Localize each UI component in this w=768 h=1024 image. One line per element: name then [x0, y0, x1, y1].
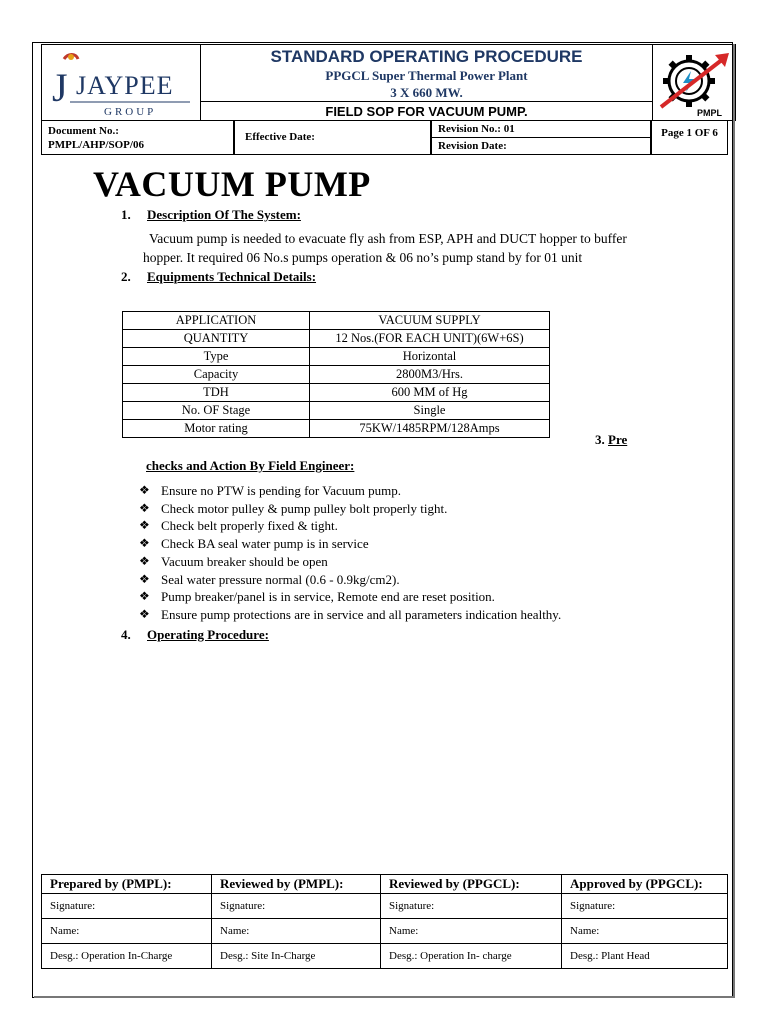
list-item — [139, 606, 561, 624]
spec-key: APPLICATION — [123, 312, 310, 330]
reviewed-by-pmpl-header: Reviewed by (PMPL): — [212, 875, 381, 894]
list-item — [139, 588, 561, 606]
list-item-text: Ensure no PTW is pending for Vacuum pump. — [161, 483, 401, 498]
logo-sub-text: GROUP — [104, 106, 157, 118]
description-line-2: hopper. It required 06 No.s pumps operation & 06 no’s pump stand by for 01 unit — [143, 250, 583, 265]
name-cell: Name: — [212, 919, 381, 944]
section-4-number: 4. — [121, 627, 131, 642]
spec-row — [123, 420, 550, 438]
diamond-bullet-icon: ❖ — [139, 606, 150, 621]
diamond-bullet-icon: ❖ — [139, 553, 150, 568]
spec-value: Single — [310, 402, 550, 420]
page-shadow-right — [733, 44, 735, 998]
document-page — [32, 42, 733, 998]
signature-cell: Signature: — [381, 894, 562, 919]
section-1-title: Description Of The System: — [147, 207, 301, 222]
document-number-value: PMPL/AHP/SOP/06 — [48, 139, 144, 151]
logo-j-letter: J — [52, 65, 68, 110]
revision-number: Revision No.: 01 — [438, 123, 515, 135]
spec-row — [123, 366, 550, 384]
diamond-bullet-icon: ❖ — [139, 500, 150, 515]
designation-cell: Desg.: Operation In- charge — [381, 944, 562, 969]
list-item — [139, 535, 561, 553]
section-4-heading — [121, 627, 269, 643]
list-item — [139, 553, 561, 571]
section-1-number: 1. — [121, 207, 131, 222]
diamond-bullet-icon: ❖ — [139, 589, 150, 604]
designation-row — [42, 944, 728, 969]
signature-cell: Signature: — [562, 894, 728, 919]
signature-cell: Signature: — [42, 894, 212, 919]
list-item — [139, 571, 561, 589]
diamond-bullet-icon: ❖ — [139, 571, 150, 586]
document-number-cell — [41, 121, 234, 155]
spec-key: Capacity — [123, 366, 310, 384]
section-2-title: Equipments Technical Details: — [147, 269, 317, 284]
document-meta-row — [41, 121, 728, 155]
document-title: VACUUM PUMP — [93, 164, 371, 204]
spec-value: 2800M3/Hrs. — [310, 366, 550, 384]
section-3-title-continued: checks and Action By Field Engineer: — [146, 458, 355, 473]
list-item — [139, 500, 561, 518]
list-item — [139, 482, 561, 500]
signature-row — [42, 894, 728, 919]
revision-cell — [431, 121, 651, 155]
plant-capacity: 3 X 660 MW. — [390, 85, 463, 100]
spec-value: VACUUM SUPPLY — [310, 312, 550, 330]
revision-date: Revision Date: — [432, 137, 650, 154]
spec-row — [123, 330, 550, 348]
gear-bolt-icon — [653, 45, 735, 120]
designation-cell: Desg.: Site In-Charge — [212, 944, 381, 969]
diamond-bullet-icon: ❖ — [139, 483, 150, 497]
list-item — [139, 517, 561, 535]
designation-cell: Desg.: Plant Head — [562, 944, 728, 969]
precheck-list — [139, 482, 561, 624]
list-item-text: Vacuum breaker should be open — [161, 553, 328, 569]
header-title-block — [201, 44, 652, 121]
spec-row — [123, 312, 550, 330]
sop-title: STANDARD OPERATING PROCEDURE — [270, 47, 583, 66]
spec-row — [123, 402, 550, 420]
page-shadow-bottom — [34, 996, 735, 998]
spec-key: Type — [123, 348, 310, 366]
effective-date-cell: Effective Date: — [234, 121, 431, 155]
name-cell: Name: — [381, 919, 562, 944]
section-1-description — [143, 229, 703, 267]
spec-value: 12 Nos.(FOR EACH UNIT)(6W+6S) — [310, 330, 550, 348]
technical-details-table — [122, 311, 550, 438]
description-line-1: Vacuum pump is needed to evacuate fly ash from ESP, APH and DUCT hopper to buffer — [149, 231, 627, 246]
signature-table — [41, 874, 728, 969]
diamond-bullet-icon: ❖ — [139, 518, 150, 533]
name-cell: Name: — [562, 919, 728, 944]
spec-key: No. OF Stage — [123, 402, 310, 420]
document-number-label: Document No.: — [48, 125, 119, 137]
spec-value: Horizontal — [310, 348, 550, 366]
spec-key: TDH — [123, 384, 310, 402]
spec-value: 75KW/1485RPM/128Amps — [310, 420, 550, 438]
list-item-text: Check BA seal water pump is in service — [161, 536, 369, 552]
spec-row — [123, 384, 550, 402]
spec-key: Motor rating — [123, 420, 310, 438]
page-number: Page 1 OF 6 — [651, 121, 728, 155]
name-cell: Name: — [42, 919, 212, 944]
name-row — [42, 919, 728, 944]
list-item-text: Check motor pulley & pump pulley bolt properly tight. — [161, 500, 448, 516]
pmpl-logo — [652, 44, 736, 121]
sop-subtitle: FIELD SOP FOR VACUUM PUMP. — [201, 101, 652, 122]
section-3-number: 3. — [595, 432, 605, 447]
section-3-title-start: Pre — [608, 432, 628, 447]
pmpl-logo-text: PMPL — [697, 108, 723, 118]
approved-by-header: Approved by (PPGCL): — [562, 875, 728, 894]
spec-key: QUANTITY — [123, 330, 310, 348]
section-3-heading — [595, 432, 627, 448]
spec-value: 600 MM of Hg — [310, 384, 550, 402]
designation-cell: Desg.: Operation In-Charge — [42, 944, 212, 969]
logo-main-text: JAYPEE — [76, 71, 174, 100]
list-item-text: Ensure pump protections are in service and all parameters indication healthy. — [161, 606, 562, 622]
spec-row — [123, 348, 550, 366]
jaypee-logo — [41, 44, 201, 121]
jaypee-logo-mark — [42, 45, 200, 120]
list-item-text: Pump breaker/panel is in service, Remote end are reset position. — [161, 589, 495, 605]
section-4-title: Operating Procedure: — [147, 627, 269, 642]
signature-cell: Signature: — [212, 894, 381, 919]
diamond-bullet-icon: ❖ — [139, 536, 150, 551]
list-item-text: Check belt properly fixed & tight. — [161, 518, 338, 534]
reviewed-by-ppgcl-header: Reviewed by (PPGCL): — [381, 875, 562, 894]
plant-name: PPGCL Super Thermal Power Plant — [325, 68, 528, 83]
list-item-text: Seal water pressure normal (0.6 - 0.9kg/cm2). — [161, 571, 400, 587]
prepared-by-header: Prepared by (PMPL): — [42, 875, 212, 894]
section-2-heading — [121, 269, 316, 285]
section-1-heading — [121, 207, 301, 223]
signature-header-row — [42, 875, 728, 894]
section-2-number: 2. — [121, 269, 131, 284]
